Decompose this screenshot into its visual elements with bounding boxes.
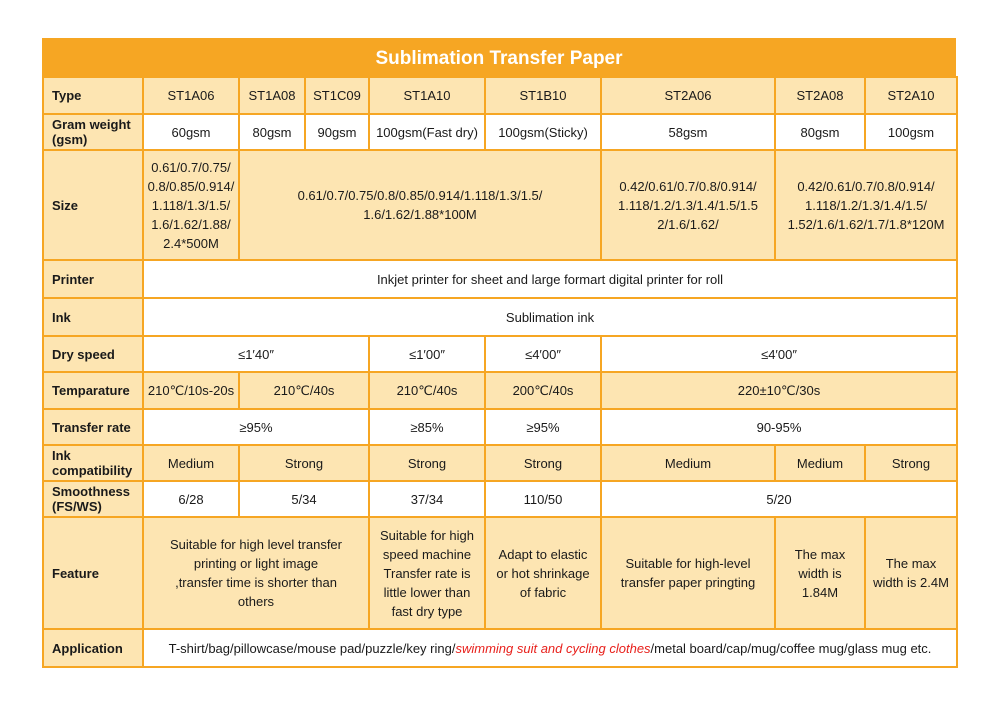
- cell: Adapt to elastic or hot shrinkage of fabric: [485, 517, 601, 629]
- application-text: [143, 629, 957, 667]
- cell: Suitable for high speed machine Transfer rate is little lower than fast dry type: [369, 517, 485, 629]
- cell: Sublimation ink: [143, 298, 957, 336]
- application-highlight: swimming suit and cycling clothes: [455, 640, 651, 656]
- row-printer: [43, 260, 957, 298]
- cell: 6/28: [143, 481, 239, 517]
- cell: 80gsm: [775, 114, 865, 150]
- cell: 200℃/40s: [485, 372, 601, 409]
- row-label: Feature: [43, 517, 143, 629]
- sheet-title: Sublimation Transfer Paper: [42, 38, 956, 76]
- row-smoothness: [43, 481, 957, 517]
- cell: 90gsm: [305, 114, 369, 150]
- row-gram-weight: [43, 114, 957, 150]
- cell: ST1A08: [239, 77, 305, 114]
- cell: ≥85%: [369, 409, 485, 445]
- cell: ≤1′40″: [143, 336, 369, 372]
- spec-table: [42, 76, 958, 668]
- cell: 220±10℃/30s: [601, 372, 957, 409]
- cell: Medium: [601, 445, 775, 481]
- row-dry-speed: [43, 336, 957, 372]
- cell: ≤1′00″: [369, 336, 485, 372]
- row-label: Dry speed: [43, 336, 143, 372]
- cell: Strong: [485, 445, 601, 481]
- cell: 100gsm(Sticky): [485, 114, 601, 150]
- cell: ST1B10: [485, 77, 601, 114]
- cell: 60gsm: [143, 114, 239, 150]
- row-ink: [43, 298, 957, 336]
- application-text-after: /metal board/cap/mug/coffee mug/glass mug etc.: [650, 640, 932, 656]
- cell: Medium: [775, 445, 865, 481]
- cell: ST2A08: [775, 77, 865, 114]
- row-label: Printer: [43, 260, 143, 298]
- cell: 0.61/0.7/0.75/0.8/0.85/0.914/1.118/1.3/1.5/ 1.6/1.62/1.88*100M: [239, 150, 601, 260]
- cell: ≤4′00″: [485, 336, 601, 372]
- row-feature: [43, 517, 957, 629]
- row-label: Gram weight (gsm): [43, 114, 143, 150]
- spec-sheet: [42, 38, 956, 668]
- cell: 210℃/40s: [369, 372, 485, 409]
- row-label: Transfer rate: [43, 409, 143, 445]
- application-text-before: T-shirt/bag/pillowcase/mouse pad/puzzle/key ring/: [168, 640, 456, 656]
- cell: 0.42/0.61/0.7/0.8/0.914/ 1.118/1.2/1.3/1.4/1.5/1.5 2/1.6/1.62/: [601, 150, 775, 260]
- cell: Strong: [369, 445, 485, 481]
- cell: 0.61/0.7/0.75/ 0.8/0.85/0.914/ 1.118/1.3/1.5/ 1.6/1.62/1.88/ 2.4*500M: [143, 150, 239, 260]
- cell: 5/34: [239, 481, 369, 517]
- row-label: Application: [43, 629, 143, 667]
- cell: The max width is 2.4M: [865, 517, 957, 629]
- cell: 100gsm: [865, 114, 957, 150]
- row-label: Ink compatibility: [43, 445, 143, 481]
- cell: ST2A06: [601, 77, 775, 114]
- cell: ≥95%: [485, 409, 601, 445]
- row-type: [43, 77, 957, 114]
- row-label: Smoothness (FS/WS): [43, 481, 143, 517]
- cell: 210℃/40s: [239, 372, 369, 409]
- row-temperature: [43, 372, 957, 409]
- cell: 80gsm: [239, 114, 305, 150]
- row-size: [43, 150, 957, 260]
- cell: ≥95%: [143, 409, 369, 445]
- cell: Strong: [239, 445, 369, 481]
- cell: Strong: [865, 445, 957, 481]
- cell: 58gsm: [601, 114, 775, 150]
- cell: ST1A10: [369, 77, 485, 114]
- cell: 5/20: [601, 481, 957, 517]
- cell: 0.42/0.61/0.7/0.8/0.914/ 1.118/1.2/1.3/1.4/1.5/ 1.52/1.6/1.62/1.7/1.8*120M: [775, 150, 957, 260]
- row-application: [43, 629, 957, 667]
- cell: ST1C09: [305, 77, 369, 114]
- cell: ST2A10: [865, 77, 957, 114]
- cell: 90-95%: [601, 409, 957, 445]
- row-label: Ink: [43, 298, 143, 336]
- cell: The max width is 1.84M: [775, 517, 865, 629]
- cell: Suitable for high level transfer printing or light image ,transfer time is shorter than others: [143, 517, 369, 629]
- row-label: Temparature: [43, 372, 143, 409]
- row-label: Type: [43, 77, 143, 114]
- cell: Suitable for high-level transfer paper pringting: [601, 517, 775, 629]
- cell: ST1A06: [143, 77, 239, 114]
- cell: 100gsm(Fast dry): [369, 114, 485, 150]
- cell: 210℃/10s-20s: [143, 372, 239, 409]
- cell: 110/50: [485, 481, 601, 517]
- cell: 37/34: [369, 481, 485, 517]
- cell: ≤4′00″: [601, 336, 957, 372]
- cell: Medium: [143, 445, 239, 481]
- row-ink-compatibility: [43, 445, 957, 481]
- row-transfer-rate: [43, 409, 957, 445]
- cell: Inkjet printer for sheet and large formart digital printer for roll: [143, 260, 957, 298]
- row-label: Size: [43, 150, 143, 260]
